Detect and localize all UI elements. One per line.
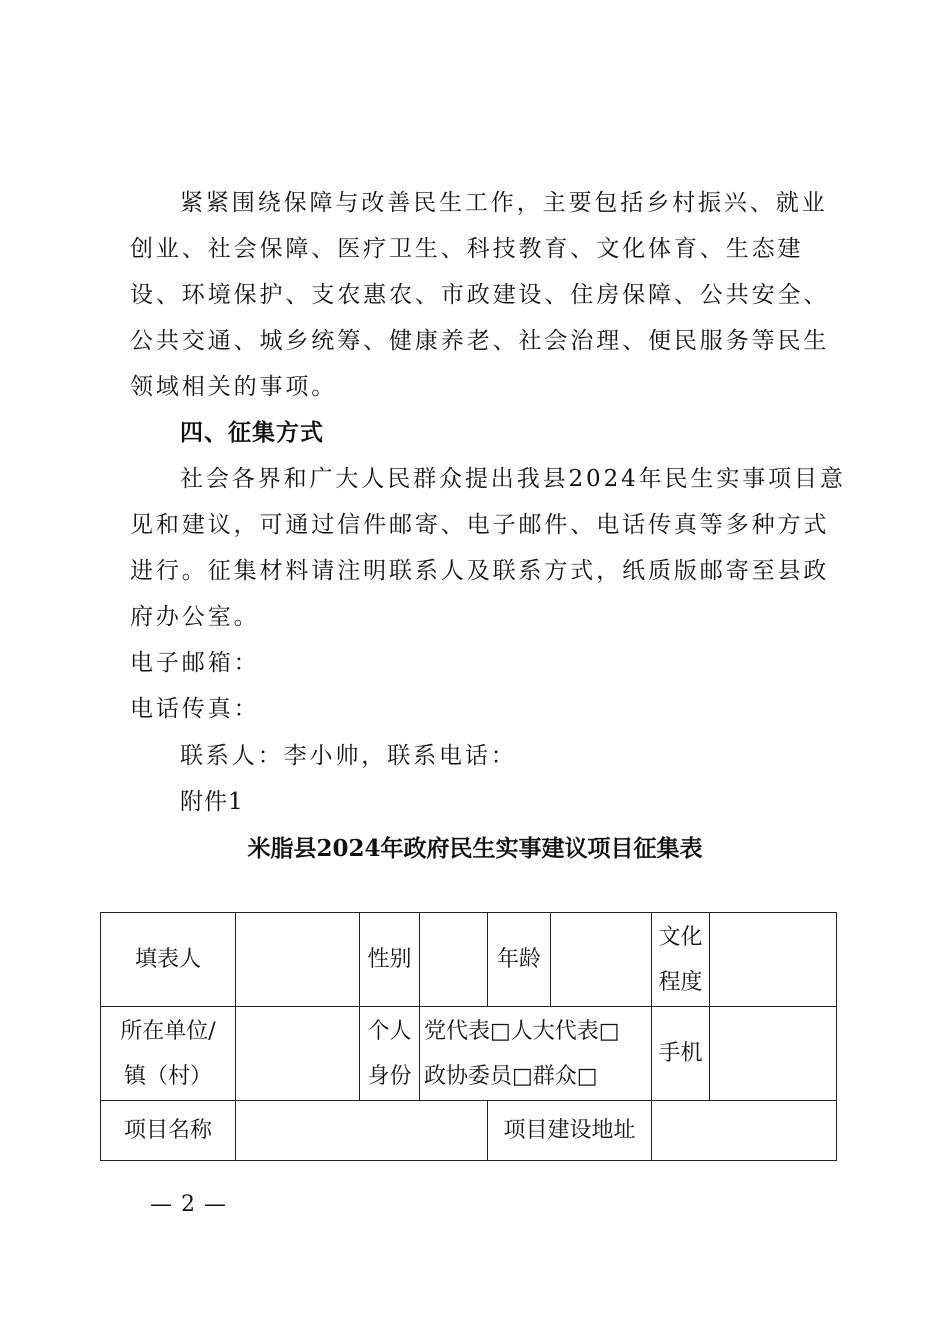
project-name-value-cell[interactable] bbox=[236, 1101, 488, 1161]
education-value-cell[interactable] bbox=[710, 913, 837, 1007]
attachment-label: 附件1 bbox=[180, 789, 244, 815]
unit-label-line1: 所在单位/ bbox=[120, 1018, 216, 1044]
education-label-line1: 文化 bbox=[658, 924, 703, 950]
identity-options[interactable] bbox=[420, 1007, 652, 1101]
unit-label-line2: 镇（村） bbox=[123, 1063, 212, 1089]
identity-label-line2: 身份 bbox=[367, 1063, 412, 1089]
identity-label-line1: 个人 bbox=[367, 1018, 412, 1044]
heading-collection-method: 四、征集方式 bbox=[180, 420, 324, 446]
gender-label: 性别 bbox=[360, 913, 420, 1007]
fax-label: 电话传真： bbox=[130, 696, 260, 722]
education-label bbox=[652, 913, 710, 1007]
education-label-line2: 程度 bbox=[658, 969, 703, 995]
page-number: — 2 — bbox=[150, 1192, 227, 1217]
age-value-cell[interactable] bbox=[551, 913, 652, 1007]
form-title: 米脂县2024年政府民生实事建议项目征集表 bbox=[247, 835, 703, 862]
filler-value-cell[interactable] bbox=[236, 913, 360, 1007]
identity-options-line1[interactable]: 党代表□人大代表□ bbox=[424, 1018, 620, 1044]
gender-value-cell[interactable] bbox=[420, 913, 488, 1007]
identity-options-line2[interactable]: 政协委员□群众□ bbox=[424, 1063, 598, 1089]
table-row bbox=[101, 913, 837, 1007]
email-label: 电子邮箱： bbox=[130, 650, 260, 676]
filler-label: 填表人 bbox=[101, 913, 236, 1007]
project-address-label: 项目建设地址 bbox=[488, 1101, 652, 1161]
table-row bbox=[101, 1007, 837, 1101]
age-label: 年龄 bbox=[488, 913, 551, 1007]
project-name-label: 项目名称 bbox=[101, 1101, 236, 1161]
table-row bbox=[101, 1101, 837, 1161]
paragraph-scope: 紧紧围绕保障与改善民生工作，主要包括乡村振兴、就业创业、社会保障、医疗卫生、科技教育、文化体育、生态建设、环境保护、支农惠农、市政建设、住房保障、公共安全、公共交通、城乡统筹、健康养老、社会治理、便民服务等民生领域相关的事项。 bbox=[130, 190, 830, 400]
paragraph-method: 社会各界和广大人民群众提出我县2024年民生实事项目意见和建议，可通过信件邮寄、电子邮件、电话传真等多种方式进行。征集材料请注明联系人及联系方式，纸质版邮寄至县政府办公室。 bbox=[130, 466, 846, 630]
suggestion-form-table bbox=[100, 912, 837, 1161]
unit-value-cell[interactable] bbox=[236, 1007, 360, 1101]
phone-value-cell[interactable] bbox=[710, 1007, 837, 1101]
project-address-value-cell[interactable] bbox=[652, 1101, 837, 1161]
identity-label bbox=[360, 1007, 420, 1101]
contact-line: 联系人：李小帅，联系电话： bbox=[180, 743, 517, 769]
phone-label: 手机 bbox=[652, 1007, 710, 1101]
unit-label bbox=[101, 1007, 236, 1101]
